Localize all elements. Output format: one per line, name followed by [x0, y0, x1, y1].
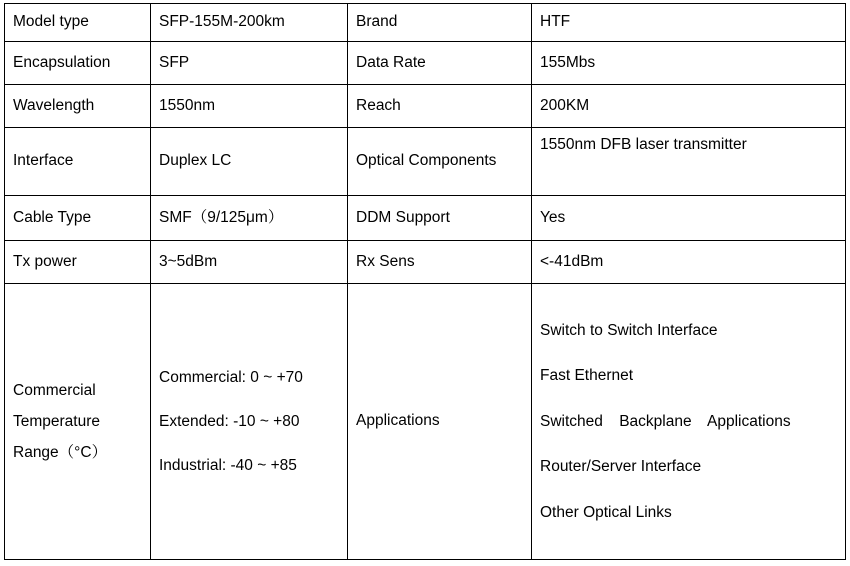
cable-type-value: SMF（9/125μm） [151, 196, 348, 241]
temperature-label-line: Range（°C） [13, 444, 108, 461]
list-item: Switch to Switch Interface [540, 321, 718, 339]
wavelength-value: 1550nm [151, 85, 348, 128]
table-row [5, 4, 846, 42]
table-row [5, 241, 846, 284]
reach-label: Reach [348, 85, 532, 128]
wavelength-label: Wavelength [5, 85, 151, 128]
encapsulation-label: Encapsulation [5, 42, 151, 85]
brand-label: Brand [348, 4, 532, 42]
list-item: Other Optical Links [540, 503, 672, 521]
temperature-range-extended: Extended: -10 ~ +80 [159, 412, 300, 430]
table-row [5, 128, 846, 196]
table-row [5, 42, 846, 85]
temperature-range-industrial: Industrial: -40 ~ +85 [159, 456, 297, 474]
rx-sens-value: <-41dBm [532, 241, 846, 284]
applications-label: Applications [348, 284, 532, 560]
model-type-value: SFP-155M-200km [151, 4, 348, 42]
ddm-support-value: Yes [532, 196, 846, 241]
temperature-range-values [151, 284, 348, 560]
list-item: Switched Backplane Applications [540, 412, 791, 430]
interface-value: Duplex LC [151, 128, 348, 196]
temperature-label-line: Commercial [13, 382, 96, 399]
optical-components-value: 1550nm DFB laser transmitter [532, 128, 846, 196]
interface-label: Interface [5, 128, 151, 196]
temperature-range-label [5, 284, 151, 560]
encapsulation-value: SFP [151, 42, 348, 85]
tx-power-label: Tx power [5, 241, 151, 284]
cable-type-label: Cable Type [5, 196, 151, 241]
temperature-range-commercial: Commercial: 0 ~ +70 [159, 368, 303, 386]
reach-value: 200KM [532, 85, 846, 128]
list-item: Fast Ethernet [540, 367, 634, 385]
table-row [5, 196, 846, 241]
table-row [5, 85, 846, 128]
list-item: Router/Server Interface [540, 458, 702, 476]
tx-power-value: 3~5dBm [151, 241, 348, 284]
data-rate-value: 155Mbs [532, 42, 846, 85]
data-rate-label: Data Rate [348, 42, 532, 85]
optical-components-label: Optical Components [348, 128, 532, 196]
spec-table [4, 3, 846, 560]
applications-list [532, 284, 846, 560]
model-type-label: Model type [5, 4, 151, 42]
ddm-support-label: DDM Support [348, 196, 532, 241]
temperature-label-line: Temperature [13, 413, 101, 430]
table-row [5, 284, 846, 560]
rx-sens-label: Rx Sens [348, 241, 532, 284]
brand-value: HTF [532, 4, 846, 42]
